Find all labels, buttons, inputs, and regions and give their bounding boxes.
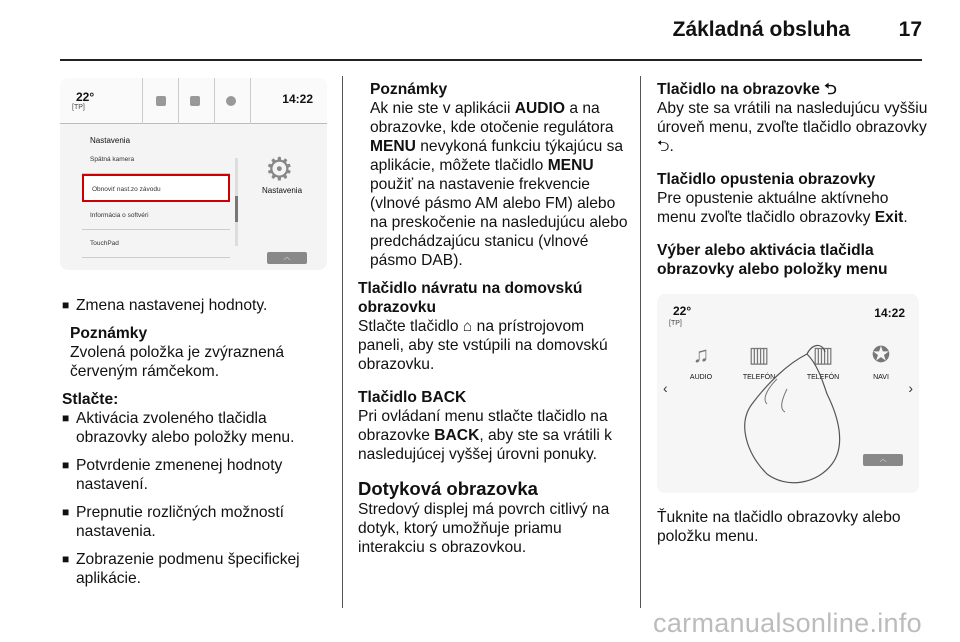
- column-divider-1: [342, 76, 343, 608]
- chevron-left-icon: ‹: [663, 380, 668, 396]
- header-divider: [60, 59, 922, 61]
- status-bar: [60, 78, 327, 124]
- column-3: [657, 80, 929, 279]
- settings-list: [82, 146, 230, 258]
- exit-text: Pre opustenie aktuálne aktívneho menu zvoľte tlačidlo obrazovky Exit.: [657, 190, 908, 226]
- tab-end: [250, 78, 286, 124]
- watermark: carmanualsonline.info: [653, 608, 922, 638]
- list-item: Spätná kamera: [82, 146, 230, 174]
- note-text: Ak nie ste v aplikácii AUDIO a na obrazovke, kde otočenie regulátora MENU nevykoná funkciu týkajúcu sa aplikácie, môžete tlačidlo MENU použiť na nastavenie frekvencie (vlnové pásmo AM alebo FM) alebo na preskočenie na nasledujúcu alebo predchádzajúcu stanicu (vlnové pásmo DAB).: [370, 100, 628, 269]
- bullet-item: ■ Zobrazenie podmenu špecifickej aplikácie.: [62, 550, 330, 588]
- app-navi: ✪ NAVI: [861, 342, 901, 381]
- app-phone-2: ▥ TELEFÓN: [803, 342, 843, 381]
- chevron-up-icon: ︿: [863, 454, 903, 466]
- section-heading: Tlačidlo opustenia obrazovky: [657, 171, 876, 188]
- back-arrow-icon: ⮌: [657, 138, 670, 155]
- page-header: [0, 0, 960, 60]
- bullet-item: ■ Potvrdenie zmenenej hodnoty nastavení.: [62, 456, 330, 494]
- temperature: 22°: [76, 90, 95, 104]
- tap-text: Ťuknite na tlačidlo obrazovky alebo položku menu.: [657, 509, 901, 545]
- bullet-item: ■ Prepnutie rozličných možností nastavenia.: [62, 503, 330, 541]
- section-heading: Výber alebo aktivácia tlačidla obrazovky alebo položky menu: [657, 242, 888, 278]
- bullet-item: ■ Aktivácia zvoleného tlačidla obrazovky alebo položky menu.: [62, 409, 330, 447]
- column-divider-2: [640, 76, 641, 608]
- note-title: Poznámky: [370, 81, 448, 98]
- chevron-up-icon: ︿: [267, 252, 307, 264]
- phone-icon: [190, 96, 200, 106]
- music-note-icon: [156, 96, 166, 106]
- clock: 14:22: [282, 92, 313, 106]
- note-text: Zvolená položka je zvýraznená červeným rámčekom.: [70, 344, 285, 380]
- tap-caption: [657, 508, 929, 546]
- note-title: Poznámky: [70, 325, 148, 342]
- section-heading: Tlačidlo na obrazovke ⮌: [657, 81, 837, 98]
- list-item: Informácia o softvéri: [82, 202, 230, 230]
- clock: 14:22: [874, 306, 905, 320]
- back-arrow-icon: ⮌: [824, 81, 837, 98]
- app-phone: ▥ TELEFÓN: [739, 342, 779, 381]
- gear-icon: ⚙: [265, 151, 294, 187]
- scroll-thumb: [235, 196, 238, 222]
- settings-label: Nastavenia: [262, 186, 303, 195]
- home-icon: ⌂: [462, 318, 473, 335]
- app-audio: ♫ AUDIO: [681, 342, 721, 381]
- list-item-selected: Obnoviť nast.zo závodu: [82, 174, 230, 202]
- column-1: [62, 296, 330, 597]
- list-item: TouchPad: [82, 230, 230, 258]
- home-screen-image: [657, 294, 919, 493]
- compass-icon: ✪: [871, 342, 891, 367]
- settings-screen-image: [60, 78, 327, 270]
- bullet-item: ■ Zmena nastavenej hodnoty.: [62, 296, 330, 315]
- section-heading-large: Dotyková obrazovka: [358, 478, 538, 499]
- page-number: 17: [898, 18, 922, 41]
- back-screen-text: Aby ste sa vrátili na nasledujúcu vyššiu úroveň menu, zvoľte tlačidlo obrazovky ⮌.: [657, 100, 928, 155]
- chevron-right-icon: ›: [908, 380, 913, 396]
- touch-text: Stredový displej má povrch citlivý na dotyk, ktorý umožňuje priamu interakciu s obrazovkou.: [358, 501, 610, 556]
- temperature: 22°: [673, 304, 692, 318]
- press-label: Stlačte:: [62, 391, 119, 408]
- section-heading: Tlačidlo BACK: [358, 389, 467, 406]
- home-text: Stlačte tlačidlo ⌂ na prístrojovom paneli, aby ste vstúpili na domovskú obrazovku.: [358, 318, 608, 373]
- back-text: Pri ovládaní menu stlačte tlačidlo na obrazovke BACK, aby ste sa vrátili k nasledujúcej vyššej úrovni ponuky.: [358, 408, 612, 463]
- column-2: [358, 80, 630, 557]
- info-icon: [226, 96, 236, 106]
- music-note-icon: ♫: [692, 342, 710, 367]
- phone-icon: ▥: [748, 342, 770, 367]
- phone-icon: ▥: [812, 342, 834, 367]
- page-title: Základná obsluha: [672, 18, 850, 41]
- tp-indicator: [TP]: [72, 104, 85, 111]
- menu-title: Nastavenia: [90, 136, 131, 145]
- tp-indicator: [TP]: [669, 320, 682, 327]
- section-heading: Tlačidlo návratu na domovskú obrazovku: [358, 280, 583, 316]
